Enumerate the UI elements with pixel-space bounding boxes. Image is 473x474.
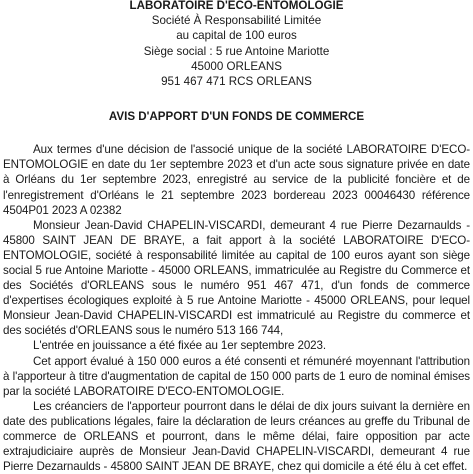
notice-title: AVIS D'APPORT D'UN FONDS DE COMMERCE — [108, 110, 365, 124]
notice-body — [3, 142, 470, 474]
company-city: 45000 ORLEANS — [191, 59, 282, 73]
paragraph-decision: Aux termes d'une décision de l'associé unique de la société LABORATOIRE D'ECO-ENTOMOLOGIE en date du 1er septembre 2023 et d'un acte sous signature privée en date à Orléans du 1er septembre 2023, enregistré au service de la publicité foncière et de l'enregistrement d'Orléans le 21 septembre 2023 bordereau 2023 00046430 référence 4504P01 2023 A 02382 — [3, 143, 470, 217]
company-header — [3, 0, 470, 89]
company-name: LABORATOIRE D'ECO-ENTOMOLOGIE — [129, 0, 344, 12]
paragraph-contribution: Monsieur Jean-David CHAPELIN-VISCARDI, demeurant 4 rue Pierre Dezarnaulds - 45800 SAINT JEAN DE BRAYE, a fait apport à la société LABORATOIRE D'ECO-ENTOMOLOGIE, société à responsabilité limitée au capital de 100 euros ayant son siège social 5 rue Antoine Mariotte - 45000 ORLEANS, immatriculée au Registre du Commerce et des Sociétés d'ORLEANS sous le numéro 951 467 471, d'un fonds de commerce d'expertises écologiques exploité à 5 rue Antoine Mariotte - 45000 ORLEANS, pour lequel Monsieur Jean-David CHAPELIN-VISCARDI est immatriculé au Registre du commerce et des sociétés d'ORLEANS sous le numéro 513 166 744, — [3, 218, 470, 338]
paragraph-valuation: Cet apport évalué à 150 000 euros a été consenti et rémunéré moyennant l'attribution à l'apporteur à titre d'augmentation de capital de 150 000 parts de 1 euro de nominal émises par la société LABORATOIRE D'ECO-ENTOMOLOGIE. — [3, 354, 470, 398]
company-capital: au capital de 100 euros — [176, 29, 297, 43]
paragraph-creditors: Les créanciers de l'apporteur pourront dans le délai de dix jours suivant la dernière en date des publications légales, faire la déclaration de leurs créances au greffe du Tribunal de commerce de ORLEANS et pourront, dans le même délai, faire opposition par acte extrajudiciaire auprès de Monsieur Jean-David CHAPELIN-VISCARDI, demeurant 4 rue Pierre Dezarnaulds - 45800 SAINT JEAN DE BRAYE, chez qui domicile a été élu à cet effet. — [3, 399, 470, 474]
company-address: Siège social : 5 rue Antoine Mariotte — [143, 44, 330, 58]
company-rcs: 951 467 471 RCS ORLEANS — [161, 75, 312, 89]
company-legal-form: Société À Responsabilité Limitée — [151, 14, 322, 28]
paragraph-entry-date: L'entrée en jouissance a été fixée au 1er septembre 2023. — [33, 339, 326, 353]
